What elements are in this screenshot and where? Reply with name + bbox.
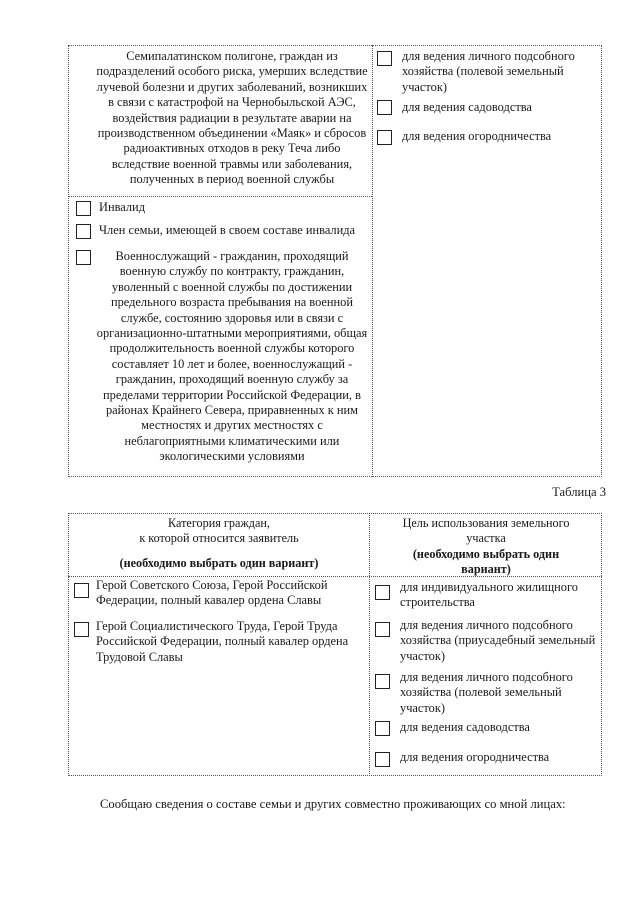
purpose-instruction-line1: (необходимо выбрать один bbox=[412, 547, 560, 561]
purpose-vegetable-3-label: для ведения огородничества bbox=[400, 750, 550, 764]
purpose-header-line2: участка bbox=[466, 531, 506, 545]
purpose-instruction-line2: вариант) bbox=[461, 562, 511, 576]
checkbox-hero-socialist-labour[interactable] bbox=[74, 622, 89, 637]
purpose-gardening-3-label: для ведения садоводства bbox=[400, 720, 530, 734]
purpose-field-plot-label: для ведения личного подсобного хозяйства (полевой земельный участок) bbox=[402, 49, 575, 94]
checkbox-purpose-gardening[interactable] bbox=[377, 100, 392, 115]
purpose-header bbox=[372, 516, 600, 546]
table-2-row-divider bbox=[68, 196, 372, 197]
table-3-caption: Таблица 3 bbox=[552, 485, 606, 499]
purpose-individual-housing-label: для индивидуального жилищного строительства bbox=[400, 580, 578, 610]
purpose-instruction bbox=[372, 547, 600, 577]
checkbox-purpose-individual-housing[interactable] bbox=[375, 585, 390, 600]
checkbox-purpose-vegetable[interactable] bbox=[377, 130, 392, 145]
checkbox-military[interactable] bbox=[76, 250, 91, 265]
category-instruction: (необходимо выбрать один вариант) bbox=[119, 556, 319, 570]
option-invalid-label: Инвалид bbox=[99, 200, 145, 214]
hero-socialist-labour-label: Герой Социалистического Труда, Герой Труда Российской Федерации, полный кавалер ордена Трудовой Славы bbox=[96, 619, 349, 664]
purpose-field-plot-3-label: для ведения личного подсобного хозяйства (полевой земельный участок) bbox=[400, 670, 573, 715]
category-header-line2: к которой относится заявитель bbox=[139, 531, 299, 545]
checkbox-purpose-household-plot[interactable] bbox=[375, 622, 390, 637]
option-military-label: Военнослужащий - гражданин, проходящий военную службу по контракту, гражданин, уволенный с военной службы по достижении предельного возраста пребывания на военной службе, состоянию здоровья или в связи с организационно-штатными мероприятиями, общая продолжительность военной службы которого составляет 10 лет и более, военнослужащий - гражданин, проходящий военную службу за пределами территории Российской Федерации, в районах Крайнего Севера, приравненных к ним местностях и других местностях с неблагоприятными климатическими или экологическими условиями bbox=[96, 249, 368, 464]
checkbox-invalid[interactable] bbox=[76, 201, 91, 216]
purpose-header-line1: Цель использования земельного bbox=[402, 516, 570, 530]
checkbox-purpose-field-plot-3[interactable] bbox=[375, 674, 390, 689]
purpose-gardening-label: для ведения садоводства bbox=[402, 100, 532, 114]
checkbox-hero-soviet-union[interactable] bbox=[74, 583, 89, 598]
table-3-column-divider bbox=[369, 513, 370, 776]
category-header-line1: Категория граждан, bbox=[168, 516, 270, 530]
checkbox-family-with-invalid[interactable] bbox=[76, 224, 91, 239]
table-2-column-divider bbox=[372, 45, 373, 477]
purpose-vegetable-label: для ведения огородничества bbox=[402, 129, 552, 143]
checkbox-purpose-gardening-3[interactable] bbox=[375, 721, 390, 736]
category-header bbox=[72, 516, 366, 546]
hero-soviet-union-label: Герой Советского Союза, Герой Российской Федерации, полный кавалер ордена Славы bbox=[96, 578, 328, 608]
family-info-statement: Сообщаю сведения о составе семьи и других совместно проживающих со мной лицах: bbox=[100, 797, 566, 811]
purpose-household-plot-label: для ведения личного подсобного хозяйства (приусадебный земельный участок) bbox=[400, 618, 596, 663]
option-family-with-invalid-label: Член семьи, имеющей в своем составе инвалида bbox=[99, 223, 356, 237]
category-continuation-text: Семипалатинском полигоне, граждан из подразделений особого риска, умерших вследствие лучевой болезни и других заболеваний, возникших в связи с катастрофой на Чернобыльской АЭС, воздействия радиации в результате аварии на производственном объединении «Маяк» и сбросов радиоактивных отходов в реку Теча либо вследствие военной травмы или заболевания, полученных в период военной службы bbox=[96, 49, 368, 187]
checkbox-purpose-field-plot[interactable] bbox=[377, 51, 392, 66]
checkbox-purpose-vegetable-3[interactable] bbox=[375, 752, 390, 767]
